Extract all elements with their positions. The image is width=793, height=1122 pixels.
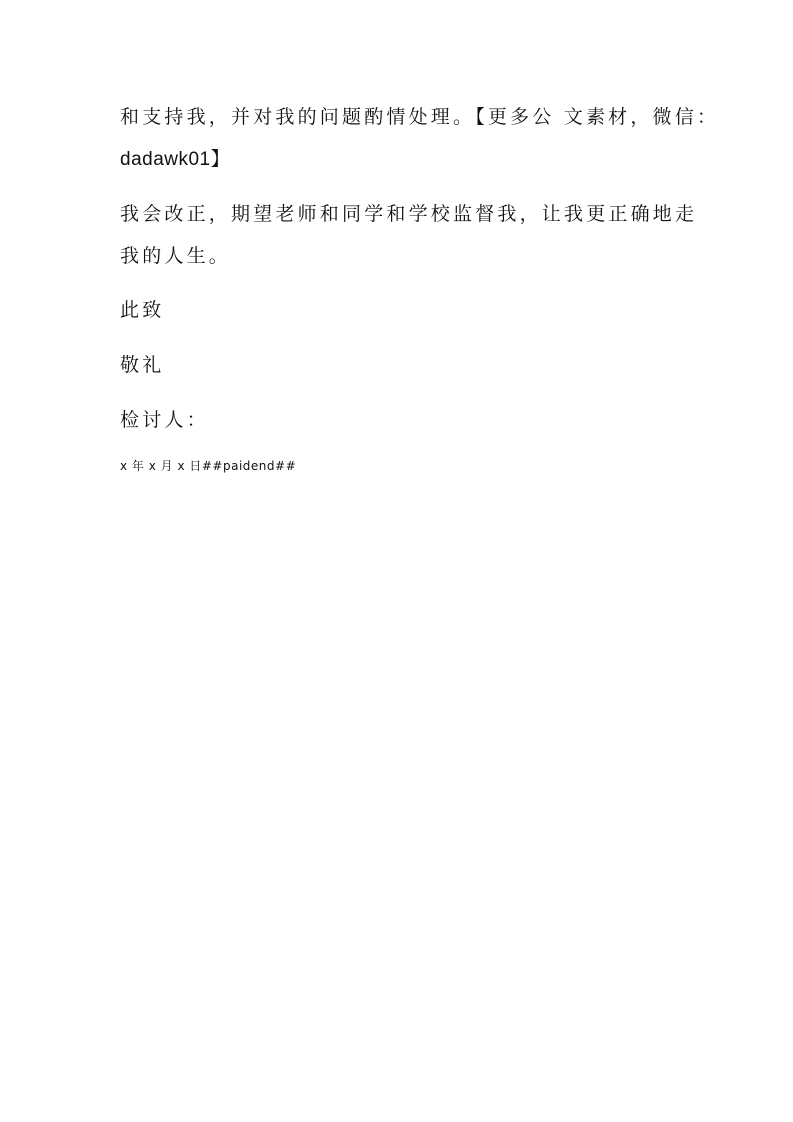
signature-label: 检讨人： — [120, 409, 209, 431]
paragraph-1-line-2: dadawk01】 — [120, 149, 231, 170]
closing-cizhi: 此致 — [120, 299, 165, 321]
closing-jingli: 敬礼 — [120, 354, 165, 376]
paragraph-2-line-2: 我的人生。 — [120, 245, 232, 267]
paragraph-1-line-1: 和支持我，并对我的问题酌情处理。【更多公 文素材，微信： — [120, 106, 720, 128]
paragraph-2-line-1: 我会改正，期望老师和同学和学校监督我，让我更正确地走 — [120, 203, 698, 225]
date-line: x 年 x 月 x 日##paidend## — [120, 459, 297, 473]
